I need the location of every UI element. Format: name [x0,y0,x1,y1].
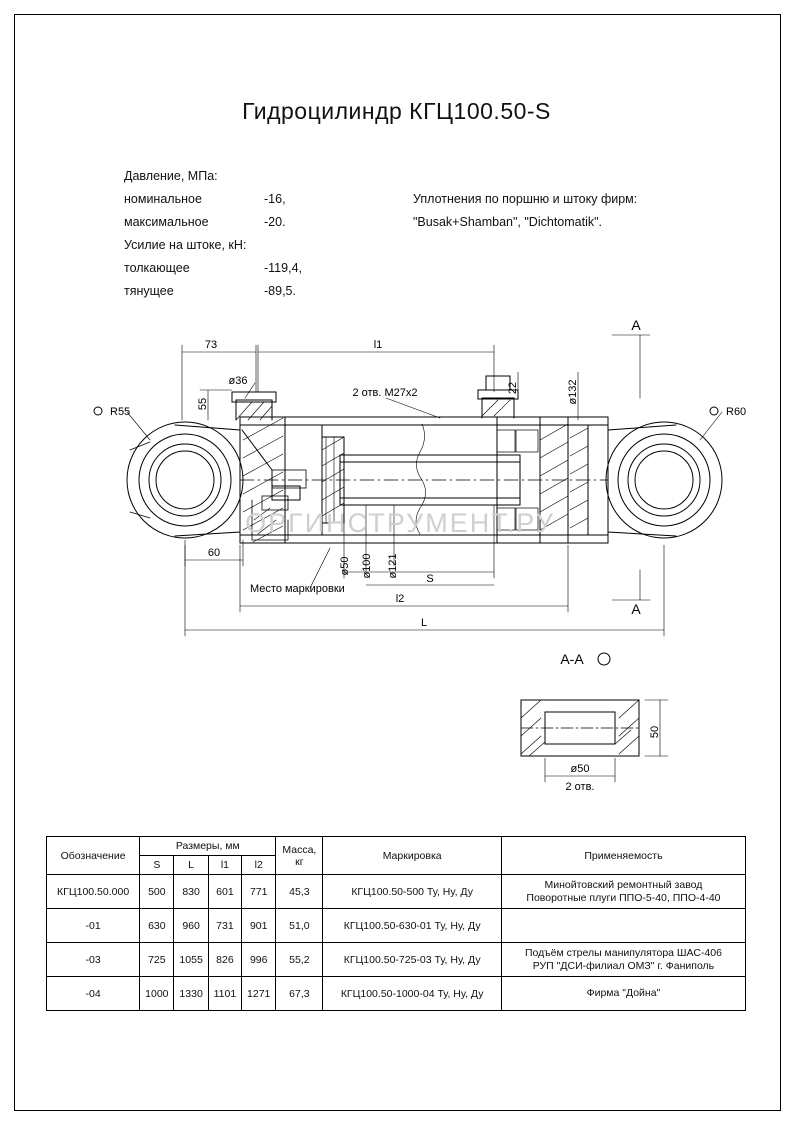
cell-s: 725 [140,943,174,977]
cell-marking: КГЦ100.50-500 Ту, Ну, Ду [323,875,501,909]
th-sizes-group: Размеры, мм [140,837,276,856]
label-marking-place: Место маркировки [250,583,345,595]
section-title: A-A [560,651,584,667]
cell-l1: 731 [208,909,241,943]
dim-label-22: 22 [507,381,519,395]
dim-label-l1: l1 [373,339,383,351]
cell-l2: 996 [242,943,276,977]
page-title: Гидроцилиндр КГЦ100.50-S [242,98,551,124]
cell-mass: 51,0 [276,909,323,943]
spec-value: -16, [264,192,286,206]
spec-value: -20. [264,215,286,229]
label-holes-m27: 2 отв. М27х2 [352,387,418,399]
spec-label: Давление, МПа: [124,169,218,183]
cell-designation: -04 [47,977,140,1011]
section-holes-label: 2 отв. [565,781,595,793]
label-r60: R60 [726,406,747,418]
th-l: L [174,856,208,875]
th-l1: l1 [208,856,241,875]
cell-marking: КГЦ100.50-725-03 Ту, Ну, Ду [323,943,501,977]
cell-marking: КГЦ100.50-1000-04 Ту, Ну, Ду [323,977,501,1011]
dim-label-dia121: ø121 [387,553,399,579]
th-mass [276,837,323,875]
cell-application [501,875,745,909]
spec-table [46,836,746,1011]
cell-l: 1055 [174,943,208,977]
cell-l: 1330 [174,977,208,1011]
cell-l2: 771 [242,875,276,909]
cell-mass: 67,3 [276,977,323,1011]
application-line-1: Подъём стрелы манипулятора ШАС-406 [524,946,722,959]
section-dia-50: ø50 [570,763,590,775]
seal-note-line-2: "Busak+Shamban", "Dichtomatik". [413,215,603,229]
cell-application [501,943,745,977]
dim-label-l: L [420,617,428,629]
th-designation: Обозначение [47,837,140,875]
th-marking: Маркировка [323,837,501,875]
table-header-row [47,837,746,856]
th-l2: l2 [242,856,276,875]
spec-value: -89,5. [264,284,296,298]
label-r55: R55 [110,406,131,418]
table-row [47,909,746,943]
cell-application [501,977,745,1011]
th-s: S [140,856,174,875]
th-mass-line2: кг [295,855,304,868]
cell-mass: 45,3 [276,875,323,909]
dim-label-dia100: ø100 [361,553,373,579]
table-row [47,943,746,977]
th-application: Применяемость [501,837,745,875]
cell-designation: КГЦ100.50.000 [47,875,140,909]
dim-label-s: S [426,573,434,585]
cell-marking: КГЦ100.50-630-01 Ту, Ну, Ду [323,909,501,943]
application-line-2: РУП "ДСИ-филиал ОМЗ" г. Фаниполь [532,959,715,972]
cell-l1: 1101 [208,977,241,1011]
cell-designation: -03 [47,943,140,977]
table-row [47,977,746,1011]
application-line-1: Фирма "Дойна" [586,987,661,999]
cell-l1: 826 [208,943,241,977]
table-row [47,875,746,909]
cell-l: 830 [174,875,208,909]
section-dim-50: 50 [649,725,661,739]
dim-label-73: 73 [204,339,218,351]
application-line-2: Поворотные плуги ППО-5-40, ППО-4-40 [526,891,721,904]
watermark: ОРГИНСТРУМЕНТ.РУ [245,508,555,538]
cell-mass: 55,2 [276,943,323,977]
application-line-1: Минойтовский ремонтный завод [544,878,703,891]
spec-label: толкающее [124,261,190,275]
cell-l2: 1271 [242,977,276,1011]
section-marker-a-bottom: A [631,601,641,617]
cell-l: 960 [174,909,208,943]
dim-label-55: 55 [197,397,209,411]
spec-label: номинальное [124,192,202,206]
dim-label-60: 60 [207,547,221,559]
section-marker-a-top: A [631,317,641,333]
dim-label-dia50: ø50 [339,556,351,576]
spec-label: Усилие на штоке, кН: [124,238,247,252]
th-mass-line1: Масса, [282,843,317,856]
cell-s: 500 [140,875,174,909]
cell-designation: -01 [47,909,140,943]
spec-value: -119,4, [264,261,302,275]
cell-application [501,909,745,943]
cell-l1: 601 [208,875,241,909]
dim-label-l2: l2 [395,593,405,605]
cell-l2: 901 [242,909,276,943]
cell-s: 630 [140,909,174,943]
dim-label-dia132: ø132 [567,379,579,405]
cell-s: 1000 [140,977,174,1011]
spec-label: максимальное [124,215,209,229]
spec-label: тянущее [124,284,174,298]
seal-note-line-1: Уплотнения по поршню и штоку фирм: [413,192,638,206]
dim-label-dia36: ø36 [228,375,248,387]
